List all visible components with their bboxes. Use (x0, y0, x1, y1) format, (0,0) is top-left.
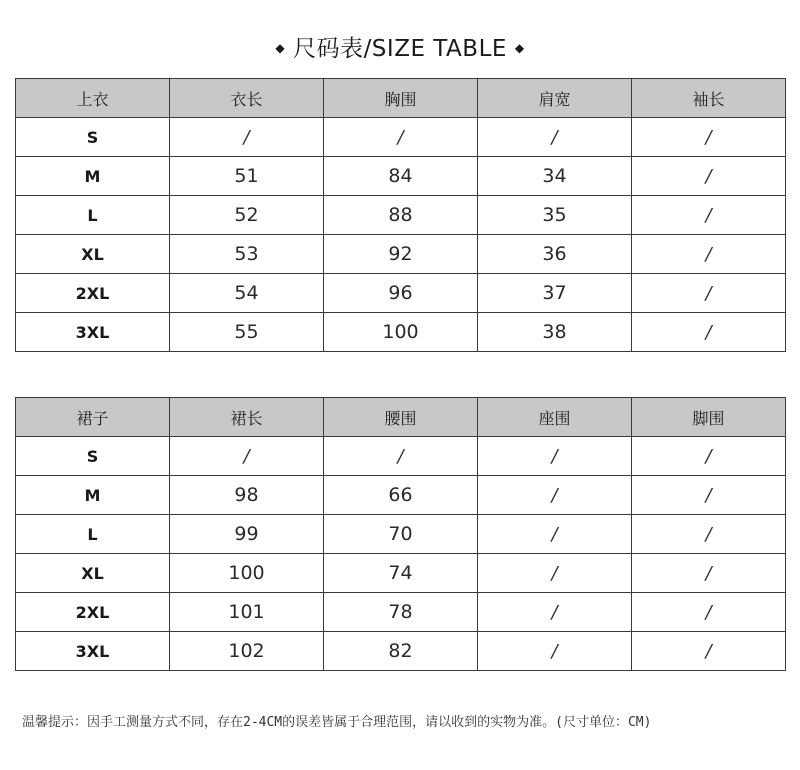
table-row (16, 313, 786, 352)
table-cell: / (632, 118, 786, 157)
header-cell: 脚围 (632, 398, 786, 437)
table-cell: / (170, 437, 324, 476)
table-cell: 99 (170, 515, 324, 554)
table-cell: / (478, 476, 632, 515)
diamond-icon: ◆ (514, 40, 525, 55)
size-cell: 2XL (16, 274, 170, 313)
table-row (16, 235, 786, 274)
size-cell: S (16, 118, 170, 157)
header-cell: 裙长 (170, 398, 324, 437)
skirt-size-table (15, 397, 786, 671)
table-row (16, 437, 786, 476)
table-cell: / (632, 632, 786, 671)
table-cell: 84 (324, 157, 478, 196)
header-cell: 上衣 (16, 79, 170, 118)
size-cell: XL (16, 554, 170, 593)
table-cell: 36 (478, 235, 632, 274)
header-cell: 腰围 (324, 398, 478, 437)
size-cell: 3XL (16, 632, 170, 671)
table-cell: 34 (478, 157, 632, 196)
page-title (0, 30, 800, 63)
table-cell: 51 (170, 157, 324, 196)
table-row (16, 593, 786, 632)
table-cell: 74 (324, 554, 478, 593)
table-cell: 98 (170, 476, 324, 515)
table-cell: / (632, 437, 786, 476)
table-cell: / (478, 118, 632, 157)
table-cell: 100 (324, 313, 478, 352)
table-cell: / (632, 313, 786, 352)
header-cell: 座围 (478, 398, 632, 437)
table-cell: / (632, 235, 786, 274)
table-header-row (16, 79, 786, 118)
size-cell: M (16, 157, 170, 196)
table-row (16, 196, 786, 235)
table-header-row (16, 398, 786, 437)
table-cell: 101 (170, 593, 324, 632)
table-cell: / (632, 593, 786, 632)
table-cell: / (324, 118, 478, 157)
table-cell: / (170, 118, 324, 157)
size-cell: 3XL (16, 313, 170, 352)
table-row (16, 476, 786, 515)
table-cell: 88 (324, 196, 478, 235)
title-text: 尺码表/SIZE TABLE (293, 36, 507, 62)
table-cell: 53 (170, 235, 324, 274)
table-cell: / (478, 437, 632, 476)
table-row (16, 274, 786, 313)
table-cell: / (478, 632, 632, 671)
table-cell: / (632, 554, 786, 593)
size-cell: M (16, 476, 170, 515)
table-cell: / (632, 196, 786, 235)
tops-size-table (15, 78, 786, 352)
table-row (16, 118, 786, 157)
table-cell: 78 (324, 593, 478, 632)
table-cell: / (478, 593, 632, 632)
table-cell: 70 (324, 515, 478, 554)
table-cell: 66 (324, 476, 478, 515)
table-cell: / (478, 515, 632, 554)
table-cell: 96 (324, 274, 478, 313)
table-cell: 54 (170, 274, 324, 313)
size-cell: L (16, 196, 170, 235)
table-cell: 100 (170, 554, 324, 593)
table-cell: / (478, 554, 632, 593)
table-cell: 82 (324, 632, 478, 671)
table-row (16, 515, 786, 554)
header-cell: 肩宽 (478, 79, 632, 118)
table-row (16, 554, 786, 593)
table-cell: 37 (478, 274, 632, 313)
header-cell: 衣长 (170, 79, 324, 118)
table-cell: / (632, 157, 786, 196)
measurement-note: 温馨提示：因手工测量方式不同，存在2-4CM的误差皆属于合理范围，请以收到的实物为准。(尺寸单位：CM) (22, 715, 652, 730)
table-cell: / (632, 274, 786, 313)
table-cell: 52 (170, 196, 324, 235)
table-cell: 35 (478, 196, 632, 235)
table-cell: 38 (478, 313, 632, 352)
size-cell: L (16, 515, 170, 554)
diamond-icon: ◆ (275, 40, 286, 55)
table-cell: / (632, 515, 786, 554)
size-cell: S (16, 437, 170, 476)
table-cell: / (324, 437, 478, 476)
size-cell: XL (16, 235, 170, 274)
table-row (16, 157, 786, 196)
header-cell: 胸围 (324, 79, 478, 118)
size-cell: 2XL (16, 593, 170, 632)
header-cell: 袖长 (632, 79, 786, 118)
table-cell: 55 (170, 313, 324, 352)
header-cell: 裙子 (16, 398, 170, 437)
table-cell: / (632, 476, 786, 515)
table-cell: 92 (324, 235, 478, 274)
table-row (16, 632, 786, 671)
table-cell: 102 (170, 632, 324, 671)
